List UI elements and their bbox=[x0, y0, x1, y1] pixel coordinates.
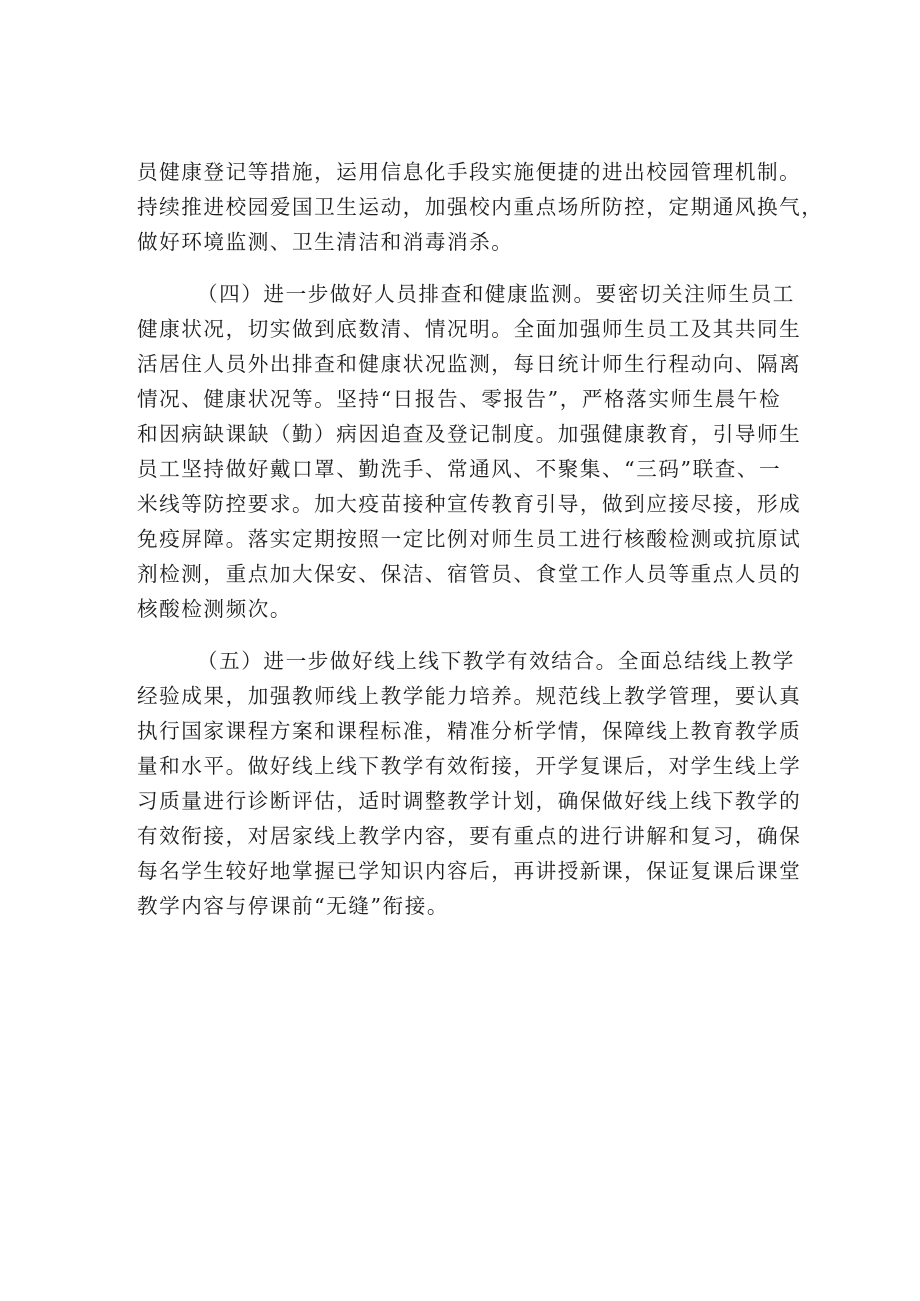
paragraph-section-4 bbox=[137, 277, 802, 627]
text-line: 和因病缺课缺（勤）病因追查及登记制度。加强健康教育，引导师生 bbox=[137, 422, 802, 446]
document-body bbox=[137, 155, 824, 924]
text-line: 米线等防控要求。加大疫苗接种宣传教育引导，做到应接尽接，形成 bbox=[137, 492, 802, 516]
text-line: 每名学生较好地掌握已学知识内容后，再讲授新课，保证复课后课堂 bbox=[137, 859, 802, 883]
paragraph-spacer bbox=[137, 627, 797, 644]
text-line: 经验成果，加强教师线上教学能力培养。规范线上教学管理，要认真 bbox=[137, 684, 802, 708]
paragraph-spacer bbox=[137, 260, 797, 277]
text-line: 习质量进行诊断评估，适时调整教学计划，确保做好线上线下教学的 bbox=[137, 789, 802, 813]
text-line: 有效衔接，对居家线上教学内容，要有重点的进行讲解和复习，确保 bbox=[137, 824, 802, 848]
text-line: 持续推进校园爱国卫生运动，加强校内重点场所防控，定期通风换气， bbox=[137, 195, 824, 219]
text-line: 免疫屏障。落实定期按照一定比例对师生员工进行核酸检测或抗原试 bbox=[137, 527, 802, 551]
text-line: 核酸检测频次。 bbox=[137, 597, 293, 621]
text-line: 员健康登记等措施，运用信息化手段实施便捷的进出校园管理机制。 bbox=[137, 160, 802, 184]
section-heading-line: （五）进一步做好线上线下教学有效结合。全面总结线上教学 bbox=[197, 649, 795, 673]
paragraph-continuation bbox=[137, 155, 824, 260]
section-heading-line: （四）进一步做好人员排查和健康监测。要密切关注师生员工 bbox=[197, 282, 795, 306]
text-line: 情况、健康状况等。坚持“日报告、零报告”，严格落实师生晨午检 bbox=[137, 387, 782, 411]
text-line: 剂检测，重点加大保安、保洁、宿管员、食堂工作人员等重点人员的 bbox=[137, 562, 802, 586]
text-line: 量和水平。做好线上线下教学有效衔接，开学复课后，对学生线上学 bbox=[137, 754, 802, 778]
text-line: 做好环境监测、卫生清洁和消毒消杀。 bbox=[137, 230, 514, 254]
text-line: 活居住人员外出排查和健康状况监测，每日统计师生行程动向、隔离 bbox=[137, 352, 802, 376]
text-line: 健康状况，切实做到底数清、情况明。全面加强师生员工及其共同生 bbox=[137, 317, 802, 341]
text-line: 执行国家课程方案和课程标准，精准分析学情，保障线上教育教学质 bbox=[137, 719, 802, 743]
paragraph-section-5 bbox=[137, 644, 802, 924]
text-line: 教学内容与停课前“无缝”衔接。 bbox=[137, 894, 450, 918]
text-line: 员工坚持做好戴口罩、勤洗手、常通风、不聚集、“三码”联查、一 bbox=[137, 457, 782, 481]
